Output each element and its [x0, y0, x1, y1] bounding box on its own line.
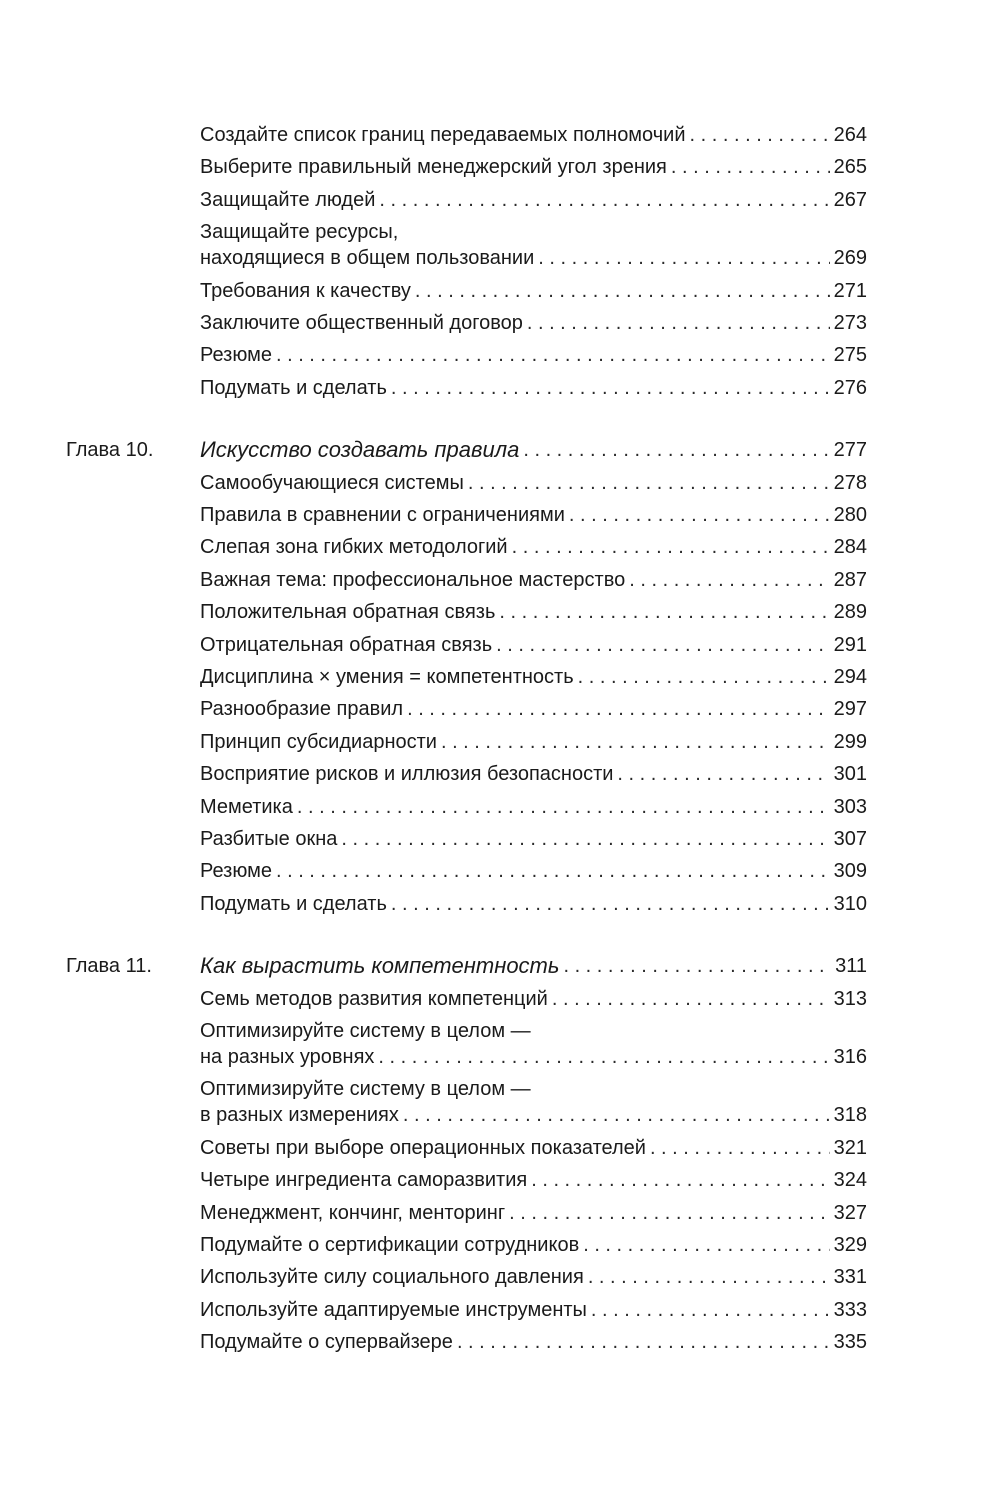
toc-entry-title: Советы при выборе операционных показателей: [200, 1136, 646, 1159]
toc-entry[interactable]: [200, 1076, 867, 1128]
chapter-title: Как вырастить компетентность: [200, 953, 560, 979]
toc-entry-title: находящиеся в общем пользовании: [200, 247, 535, 270]
toc-entry-title: Создайте список границ передаваемых полномочий: [200, 124, 686, 146]
toc-entry-line: [200, 122, 867, 148]
toc-entry[interactable]: [200, 534, 867, 560]
toc-entry-line: [200, 1135, 867, 1161]
chapter-label: Глава 11.: [66, 955, 152, 978]
toc-entry-title: Восприятие рисков и иллюзия безопасности: [200, 763, 614, 786]
toc-entry-line: [200, 187, 867, 213]
dot-leader: [629, 567, 829, 593]
toc-entry-line: [200, 278, 867, 304]
chapter-heading[interactable]: [200, 437, 867, 463]
dot-leader: [276, 342, 830, 368]
toc-entry[interactable]: [200, 696, 867, 722]
toc-entry[interactable]: [200, 826, 867, 852]
dot-leader: [297, 794, 830, 820]
toc-entry-line: [200, 245, 867, 271]
toc-entry[interactable]: [200, 761, 867, 787]
page-number: 291: [833, 633, 867, 656]
toc-entry[interactable]: [200, 986, 867, 1012]
page-number: 318: [833, 1104, 867, 1127]
toc-entry-line: [200, 1102, 867, 1128]
toc-entry-title: Слепая зона гибких методологий: [200, 536, 508, 559]
toc-entry-line: [200, 891, 867, 917]
page-number: 289: [833, 601, 867, 624]
page-number: 327: [833, 1201, 867, 1224]
page-number: 265: [833, 156, 867, 179]
toc-entry-line: [200, 1044, 867, 1070]
toc-entry-line: [200, 310, 867, 336]
page-number: 297: [833, 698, 867, 721]
toc-entry-title: на разных уровнях: [200, 1046, 375, 1068]
toc-entry-line: [200, 664, 867, 690]
toc-entry-title: Меметика: [200, 795, 293, 818]
toc-entry-title: Подумать и сделать: [200, 376, 387, 399]
page-number: 275: [833, 344, 867, 367]
toc-entry-line: [200, 696, 867, 722]
dot-leader: [441, 729, 830, 755]
page-number: 271: [833, 279, 867, 302]
toc-entry-line: [200, 826, 867, 852]
page-number: 264: [833, 124, 867, 146]
toc-entry-title: Требования к качеству: [200, 279, 411, 302]
page-number: 329: [833, 1234, 867, 1256]
toc-entry[interactable]: [200, 729, 867, 755]
toc-entry[interactable]: [200, 567, 867, 593]
dot-leader: [499, 599, 829, 625]
page-number: 276: [833, 376, 867, 399]
toc-entry[interactable]: [200, 1167, 867, 1193]
toc-entry-title: Подумать и сделать: [200, 892, 387, 915]
toc-entry[interactable]: [200, 1297, 867, 1323]
toc-entry[interactable]: [200, 278, 867, 304]
dot-leader: [690, 122, 830, 148]
toc-entry-line: [200, 858, 867, 884]
dot-leader: [578, 664, 830, 690]
page-number: 335: [833, 1331, 867, 1354]
toc-entry[interactable]: [200, 122, 867, 148]
toc-entry-title: Выберите правильный менеджерский угол зрения: [200, 156, 667, 179]
toc-entry[interactable]: [200, 858, 867, 884]
page-number: 267: [833, 188, 867, 211]
dot-leader: [403, 1102, 830, 1128]
page-number: 269: [833, 247, 867, 270]
dot-leader: [588, 1264, 830, 1290]
dot-leader: [276, 858, 830, 884]
toc-entry[interactable]: [200, 664, 867, 690]
toc-entry-title: Заключите общественный договор: [200, 312, 523, 334]
dot-leader: [671, 154, 830, 180]
dot-leader: [650, 1135, 830, 1161]
toc-entry[interactable]: [200, 154, 867, 180]
toc-entry-line: [200, 986, 867, 1012]
toc-entry[interactable]: [200, 794, 867, 820]
toc-entry-line: [200, 502, 867, 528]
dot-leader: [415, 278, 830, 304]
dot-leader: [407, 696, 830, 722]
toc-entry[interactable]: [200, 891, 867, 917]
page-number: 311: [835, 955, 867, 978]
dot-leader: [391, 891, 830, 917]
toc-entry-line: [200, 1264, 867, 1290]
dot-leader: [531, 1167, 829, 1193]
toc-entry-line: [200, 567, 867, 593]
page-number: 299: [833, 730, 867, 753]
toc-entry[interactable]: [200, 470, 867, 496]
toc-entry-title: Самообучающиеся системы: [200, 471, 464, 494]
toc-entry[interactable]: [200, 375, 867, 401]
page-number: 321: [833, 1136, 867, 1159]
dot-leader: [496, 632, 830, 658]
toc-entry-title: Подумайте о супервайзере: [200, 1331, 453, 1354]
toc-entry[interactable]: [200, 1264, 867, 1290]
dot-leader: [583, 1232, 829, 1258]
page-number: 333: [833, 1298, 867, 1321]
toc-entry-title: Резюме: [200, 344, 272, 367]
toc-entry-title-line1: Оптимизируйте систему в целом —: [200, 1078, 531, 1101]
toc-entry[interactable]: [200, 502, 867, 528]
toc-entry-line: [200, 437, 867, 463]
toc-entry[interactable]: [200, 1232, 867, 1258]
dot-leader: [512, 534, 830, 560]
dot-leader: [457, 1329, 830, 1355]
toc-entry-line: [200, 154, 867, 180]
toc-entry[interactable]: [200, 1018, 867, 1070]
toc-entry[interactable]: [200, 1200, 867, 1226]
toc-entry-line: [200, 1329, 867, 1355]
dot-leader: [569, 502, 830, 528]
toc-entry-line: [200, 1167, 867, 1193]
dot-leader: [591, 1297, 830, 1323]
toc-entry-title: Отрицательная обратная связь: [200, 633, 493, 656]
toc-entry-title: Подумайте о сертификации сотрудников: [200, 1234, 580, 1256]
page-number: 310: [833, 892, 867, 915]
dot-leader: [468, 470, 830, 496]
chapter-label: Глава 10.: [66, 439, 154, 462]
page-number: 301: [833, 763, 867, 786]
dot-leader: [527, 310, 830, 336]
toc-entry-title: Семь методов развития компетенций: [200, 987, 548, 1010]
toc-entry-line: [200, 1232, 867, 1258]
dot-leader: [378, 1044, 829, 1070]
toc-entry[interactable]: [200, 187, 867, 213]
page-number: 278: [833, 471, 867, 494]
chapter-heading[interactable]: [200, 953, 867, 979]
dot-leader: [509, 1200, 830, 1226]
dot-leader: [391, 375, 830, 401]
dot-leader: [552, 986, 830, 1012]
toc-entry-title-line1: Оптимизируйте систему в целом —: [200, 1020, 531, 1042]
toc-entry-title: Защищайте людей: [200, 188, 376, 211]
toc-entry-title: Правила в сравнении с ограничениями: [200, 504, 565, 526]
page-number: 331: [833, 1266, 867, 1289]
page-number: 287: [833, 568, 867, 591]
toc-entry[interactable]: [200, 310, 867, 336]
toc-entry-title: Положительная обратная связь: [200, 601, 496, 624]
page-number: 273: [833, 312, 867, 334]
toc-entry-line: [200, 953, 867, 979]
toc-entry-title: Четыре ингредиента саморазвития: [200, 1169, 528, 1192]
toc-entry-title: в разных измерениях: [200, 1104, 399, 1127]
toc-entry-line: [200, 794, 867, 820]
toc-entry-title: Разнообразие правил: [200, 698, 404, 721]
toc-entry-line: [200, 1297, 867, 1323]
toc-entry-line: [200, 375, 867, 401]
toc-entry[interactable]: [200, 632, 867, 658]
page-number: 280: [833, 504, 867, 526]
page-number: 316: [833, 1046, 867, 1068]
toc-entry-line: [200, 599, 867, 625]
toc-entry-line: [200, 1200, 867, 1226]
dot-leader: [341, 826, 829, 852]
toc-entry[interactable]: [200, 219, 867, 271]
dot-leader: [617, 761, 829, 787]
page-number: 309: [833, 860, 867, 883]
toc-entry-line: [200, 342, 867, 368]
toc-entry-line: [200, 761, 867, 787]
page-number: 307: [833, 828, 867, 850]
page-number: 324: [833, 1169, 867, 1192]
toc-entry-title-line1: Защищайте ресурсы,: [200, 221, 399, 244]
toc-entry-title: Принцип субсидиарности: [200, 730, 437, 753]
dot-leader: [379, 187, 829, 213]
toc-entry-line: [200, 470, 867, 496]
toc-entry-title: Дисциплина × умения = компетентность: [200, 666, 574, 688]
toc-entry[interactable]: [200, 1329, 867, 1355]
toc-entry-line: [200, 632, 867, 658]
page-number: 313: [833, 987, 867, 1010]
dot-leader: [563, 953, 831, 979]
toc-entry-title: Менеджмент, кончинг, менторинг: [200, 1201, 506, 1224]
toc-entry-title: Важная тема: профессиональное мастерство: [200, 568, 626, 591]
page-number: 303: [833, 795, 867, 818]
toc-entry-title: Используйте силу социального давления: [200, 1266, 584, 1289]
toc-entry-line: [200, 534, 867, 560]
toc-entry[interactable]: [200, 599, 867, 625]
dot-leader: [523, 437, 829, 463]
toc-entry-title: Резюме: [200, 860, 272, 883]
toc-entry[interactable]: [200, 342, 867, 368]
page-number: 284: [833, 536, 867, 559]
dot-leader: [538, 245, 829, 271]
page-number: 294: [833, 666, 867, 688]
toc-entry-line: [200, 729, 867, 755]
toc-entry-title: Используйте адаптируемые инструменты: [200, 1298, 587, 1321]
chapter-title: Искусство создавать правила: [200, 437, 520, 463]
page-number: 277: [833, 439, 867, 462]
toc-entry-title: Разбитые окна: [200, 828, 338, 850]
toc-entry[interactable]: [200, 1135, 867, 1161]
